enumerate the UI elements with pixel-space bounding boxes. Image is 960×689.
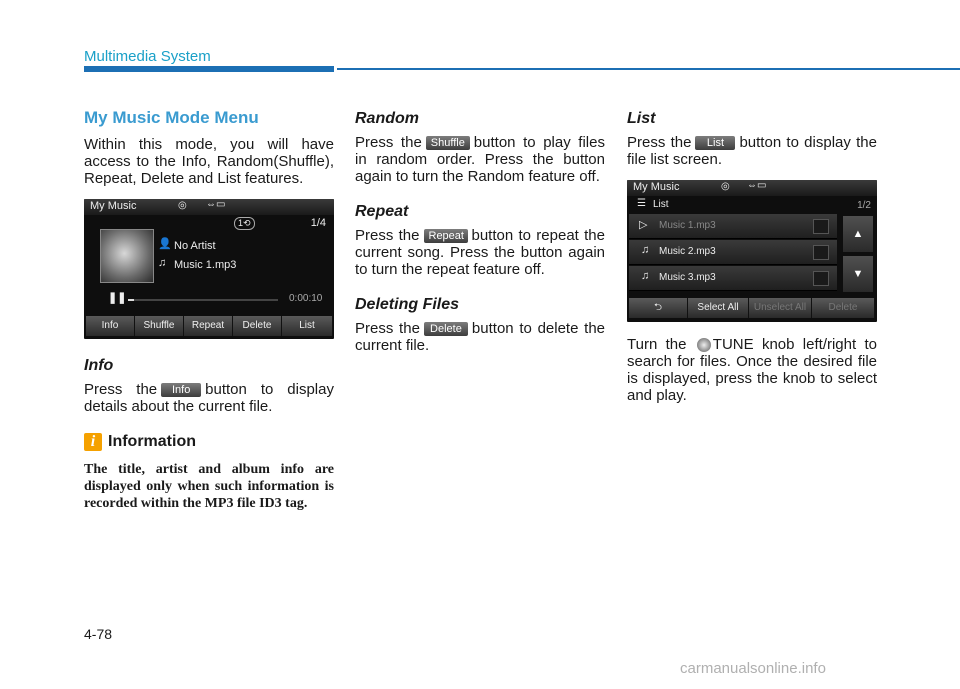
play-icon: ▷ bbox=[639, 219, 648, 231]
shuffle-button[interactable]: Shuffle bbox=[135, 316, 184, 336]
list-pre: Press the bbox=[627, 134, 692, 151]
info-pre: Press the bbox=[84, 381, 158, 398]
list-subtitle: List bbox=[653, 199, 669, 210]
select-checkbox[interactable] bbox=[813, 245, 829, 260]
info-paragraph bbox=[84, 381, 334, 415]
shuffle-inline-button: Shuffle bbox=[426, 136, 470, 150]
delete-paragraph bbox=[355, 320, 605, 354]
delete-heading: Deleting Files bbox=[355, 296, 460, 313]
repeat-button[interactable]: Repeat bbox=[184, 316, 233, 336]
random-post: button to play files in random order. Press the button again to turn the Random feature off. bbox=[355, 134, 605, 185]
info-inline-button: Info bbox=[161, 383, 201, 397]
repeat-inline-button: Repeat bbox=[424, 229, 468, 243]
file-name: Music 1.mp3 bbox=[659, 220, 716, 231]
select-all-button[interactable]: Select All bbox=[688, 298, 749, 318]
list-heading: List bbox=[627, 110, 656, 127]
track-count: 1/4 bbox=[310, 217, 326, 229]
list-inline-button: List bbox=[695, 136, 735, 150]
progress-track[interactable] bbox=[128, 299, 278, 301]
watermark: carmanualsonline.info bbox=[680, 660, 826, 677]
disc-icon: ◎ bbox=[178, 200, 187, 211]
music-screen bbox=[84, 199, 334, 339]
header-rule-dark bbox=[84, 66, 334, 72]
album-art bbox=[100, 229, 154, 283]
random-heading: Random bbox=[355, 110, 419, 127]
info-post: button to display details about the current file. bbox=[84, 381, 334, 415]
delete-list-button[interactable]: Delete bbox=[812, 298, 875, 318]
file-name: Music 2.mp3 bbox=[659, 246, 716, 257]
delete-button[interactable]: Delete bbox=[233, 316, 282, 336]
music-note-icon: ♫ bbox=[158, 257, 167, 269]
tune-post: TUNE knob left/right to search for files. Once the desired file is displayed, press the knob to select and play. bbox=[627, 336, 877, 404]
file-name: Music 3.mp3 bbox=[659, 272, 716, 283]
select-checkbox[interactable] bbox=[813, 219, 829, 234]
list-page: 1/2 bbox=[857, 200, 871, 211]
list-post: button to display the file list screen. bbox=[627, 134, 877, 168]
column-1 bbox=[84, 108, 334, 512]
unselect-all-button[interactable]: Unselect All bbox=[749, 298, 812, 318]
back-arrow-icon: ⮌ bbox=[653, 302, 662, 313]
list-icon: ☰ bbox=[637, 198, 646, 209]
tune-knob-icon bbox=[697, 338, 711, 352]
repeat-mode-icon: 1⟲ bbox=[234, 217, 255, 230]
delete-inline-button: Delete bbox=[424, 322, 468, 336]
list-button[interactable]: List bbox=[282, 316, 333, 336]
song-name: Music 1.mp3 bbox=[174, 259, 237, 271]
screen2-title: My Music bbox=[633, 181, 680, 193]
repeat-post: button to repeat the current song. Press the button again to turn the repeat feature off. bbox=[355, 227, 605, 278]
list-item[interactable] bbox=[629, 214, 837, 239]
list-item[interactable] bbox=[629, 240, 837, 265]
usb-icon: ⇔▭ bbox=[206, 199, 226, 210]
usb-icon: ⇔▭ bbox=[747, 180, 767, 191]
info-button[interactable]: Info bbox=[86, 316, 135, 336]
list-paragraph bbox=[627, 134, 877, 168]
delete-post: button to delete the current file. bbox=[355, 320, 605, 354]
progress-fill bbox=[128, 299, 134, 301]
select-checkbox[interactable] bbox=[813, 271, 829, 286]
repeat-paragraph bbox=[355, 227, 605, 278]
column-3 bbox=[627, 110, 877, 404]
disc-icon: ◎ bbox=[721, 181, 730, 192]
random-pre: Press the bbox=[355, 134, 422, 151]
tune-paragraph bbox=[627, 336, 877, 404]
repeat-pre: Press the bbox=[355, 227, 420, 244]
scroll-down-button[interactable]: ▼ bbox=[843, 256, 873, 292]
column-2 bbox=[355, 110, 605, 354]
intro-text: Within this mode, you will have access to the Info, Random(Shuffle), Repeat, Delete and List features. bbox=[84, 136, 334, 187]
information-text: The title, artist and album info are displayed only when such information is recorded within the MP3 file ID3 tag. bbox=[84, 462, 334, 512]
scroll-up-button[interactable]: ▲ bbox=[843, 216, 873, 252]
delete-pre: Press the bbox=[355, 320, 420, 337]
artist-name: No Artist bbox=[174, 240, 216, 252]
music-note-icon: ♫ bbox=[641, 244, 650, 256]
header-rule-light bbox=[337, 68, 960, 70]
header-title: Multimedia System bbox=[84, 48, 211, 65]
random-paragraph bbox=[355, 134, 605, 185]
back-button[interactable] bbox=[629, 298, 688, 318]
elapsed-time: 0:00:10 bbox=[289, 293, 323, 304]
info-heading: Info bbox=[84, 357, 114, 374]
tune-pre: Turn the bbox=[627, 336, 687, 353]
repeat-heading: Repeat bbox=[355, 203, 409, 220]
screen-title: My Music bbox=[90, 200, 137, 212]
list-item[interactable] bbox=[629, 266, 837, 291]
list-screen bbox=[627, 180, 877, 322]
information-icon: i bbox=[84, 433, 102, 451]
artist-icon: 👤 bbox=[158, 238, 172, 250]
information-title: Information bbox=[108, 433, 196, 450]
pause-icon[interactable]: ❚❚ bbox=[108, 292, 127, 304]
music-note-icon: ♫ bbox=[641, 270, 650, 282]
section-heading: My Music Mode Menu bbox=[84, 108, 259, 127]
page-number: 4-78 bbox=[84, 626, 113, 642]
information-note-header bbox=[84, 433, 334, 451]
